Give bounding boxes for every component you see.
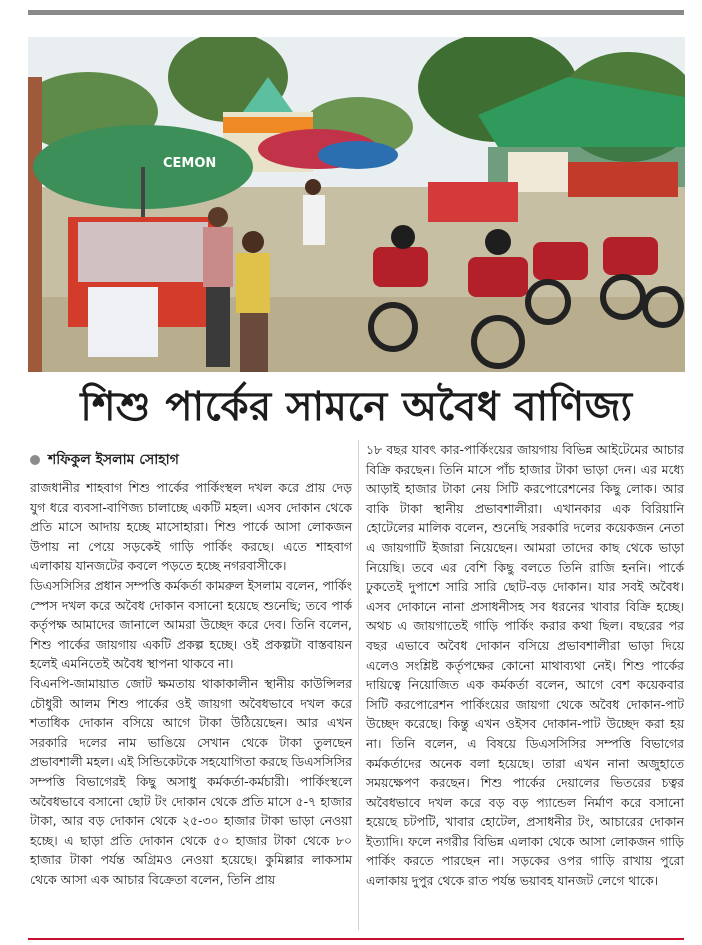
paragraph: ডিএসসিসির প্রধান সম্পত্তি কর্মকর্তা কামরুল ইসলাম বলেন, পার্কিং স্পেস দখল করে অবৈধ দোকান বসানো হয়েছে শুনেছি; তবে পার্ক কর্তৃপক্ষ আমাদের জানালে আমরা উচ্ছেদ করে দেব। তিনি বলেন, শিশু পার্কের জায়গায় একটি প্রকল্প হচ্ছে। ওই প্রকল্পটা বাস্তবায়ন হলেই এমনিতেই অবৈধ স্থাপনা থাকবে না।	[30, 577, 352, 672]
author-name: শফিকুল ইসলাম সোহাগ	[48, 452, 179, 468]
bullet-icon	[30, 455, 40, 465]
article-column-right	[366, 440, 684, 891]
bottom-rule	[28, 938, 684, 940]
column-divider	[358, 440, 359, 930]
umbrella-brand-text: CEMON	[163, 156, 217, 171]
byline	[30, 448, 179, 472]
top-rule	[28, 10, 684, 15]
paragraph: ১৮ বছর যাবৎ কার-পার্কিংয়ের জায়গায় বিভিন্ন আইটেমের আচার বিক্রি করছেন। তিনি মাসে পাঁচ হাজার টাকা ভাড়া দেন। এর মধ্যে আড়াই হাজার টাকা নেয় সিটি করপোরেশনের কিছু লোক। আর বাকি টাকা স্থানীয় প্রভাবশালীরা। এখানকার এক বিরিয়ানি হোটেলের মালিক বলেন, শুনেছি সরকারি দলের কয়েকজন নেতা এ জায়গাটি ইজারা নিয়েছেন। আমরা তাদের কাছ থেকে ভাড়া নিয়েছি। তবে এর বেশি কিছু বলতে তিনি রাজি হননি। পার্কে ঢুকতেই দুপাশে সারি সারি ছোট-বড় দোকান। যার সবই অবৈধ। এসব দোকানে নানা প্রসাধনীসহ সব ধরনের খাবার বিক্রি হচ্ছে। অথচ এ জায়গাতেই গাড়ি পার্কিং করার কথা ছিল। বছরের পর বছর এভাবে অবৈধ দোকান বসিয়ে প্রভাবশালীরা ভাড়া দিয়ে এলেও সংশ্লিষ্ট কর্তৃপক্ষের কোনো মাথাব্যথা নেই। শিশু পার্কের দায়িত্বে নিয়োজিত এক কর্মকর্তা বলেন, আগে বেশ কয়েকবার সিটি করপোরেশন পার্কিংয়ের জায়গা থেকে অবৈধ দোকান-পাট উচ্ছেদ করেছে। কিন্তু এখন ওইসব দোকান-পাট উচ্ছেদ করা হয় না। তিনি বলেন, এ বিষয়ে ডিএসসিসির সম্পত্তি বিভাগের কর্মকর্তাদের অনেক বলা হয়েছে। তারা এখন নানা অজুহাতে সময়ক্ষেপণ করছেন। শিশু পার্কের দেয়ালের ভিতরের চত্বর অবৈধভাবে দখল করে বড় বড় প্যান্ডেল নির্মাণ করে বসানো হয়েছে চটপটি, খাবার হোটেল, প্রসাধনীর টং, আচারের দোকান ইত্যাদি। ফলে নগরীর বিভিন্ন এলাকা থেকে আসা লোকজন গাড়ি পার্কিং করতে পারছেন না। সড়কের ওপর গাড়ি রাখায় পুরো এলাকায় দুপুর থেকে রাত পর্যন্ত ভয়াবহ যানজট লেগে থাকে।	[366, 442, 684, 889]
paragraph: বিএনপি-জামায়াত জোট ক্ষমতায় থাকাকালীন স্থানীয় কাউন্সিলর চৌধুরী আলম শিশু পার্কের ওই জায়গা অবৈধভাবে দখল করে শতাধিক দোকান বসিয়ে আগে টাকা উঠিয়েছেন। আর এখন সরকারি দলের নাম ভাঙিয়ে সেখান থেকে টাকা তুলছেন প্রভাবশালী মহল। এই সিন্ডিকেটকে সহযোগিতা করছে ডিএসসিসির সম্পত্তি বিভাগেরই কিছু অসাধু কর্মকর্তা-কর্মচারী। পার্কিংস্থলে অবৈধভাবে বসানো ছোট টং দোকান থেকে প্রতি মাসে ৫-৭ হাজার টাকা, আর বড় দোকান থেকে ২৫-৩০ হাজার টাকা ভাড়া নেওয়া হচ্ছে। এ ছাড়া প্রতি দোকান থেকে ৫০ হাজার টাকা থেকে ৮০ হাজার টাকা পর্যন্ত অগ্রিমও নেওয়া হয়েছে। কুমিল্লার লাকসাম থেকে আসা এক আচার বিক্রেতা বলেন, তিনি প্রায়	[30, 675, 352, 887]
news-photo	[28, 37, 685, 372]
article-column-left	[30, 478, 352, 889]
paragraph: রাজধানীর শাহবাগ শিশু পার্কের পার্কিংস্থল দখল করে প্রায় দেড় যুগ ধরে ব্যবসা-বাণিজ্য চালাচ্ছে একটি মহল। এসব দোকান থেকে প্রতি মাসে আদায় হচ্ছে মাসোহারা। শিশু পার্কে আসা লোকজন উপায় না পেয়ে সড়কেই গাড়ি পার্কিং করছে। এতে শাহবাগ এলাকায় যানজটের কবলে পড়তে হচ্ছে নগরবাসীকে।	[30, 480, 352, 574]
headline: শিশু পার্কের সামনে অবৈধ বাণিজ্য	[80, 383, 633, 430]
